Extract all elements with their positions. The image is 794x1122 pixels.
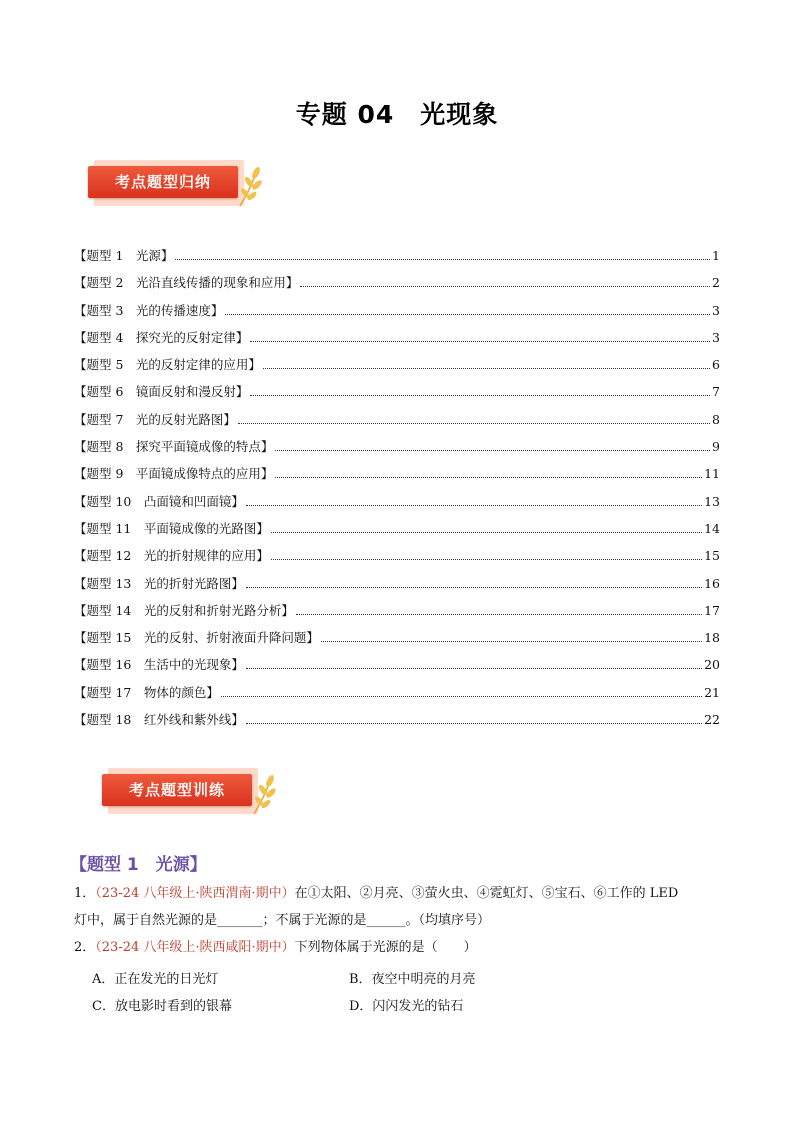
option-d[interactable]: D．闪闪发光的钻石 [349,999,464,1014]
question-source: （23-24 八年级上·陕西咸阳·期中） [95,940,295,955]
toc-item[interactable]: 【题型 6 镜面反射和漫反射】 7 [74,384,720,400]
title-main: 专题 04 [295,100,395,129]
toc-item[interactable]: 【题型 1 光源】 1 [74,248,720,263]
wheat-leaf-icon [250,770,280,816]
question-2 [74,934,724,961]
toc-item[interactable]: 【题型 14 光的反射和折射光路分析】 17 [74,602,720,618]
question-1-line-2: 灯中，属于自然光源的是_______；不属于光源的是______。（均填序号） [74,913,491,928]
toc-item[interactable]: 【题型 16 生活中的光现象】 20 [74,657,720,673]
question-number: 1． [74,886,96,901]
toc-item[interactable]: 【题型 13 光的折射光路图】 16 [74,575,720,591]
question-source: （23-24 八年级上·陕西渭南·期中） [95,886,295,901]
question-text: 在①太阳、②月亮、③萤火虫、④霓虹灯、⑤宝石、⑥工作的 LED [294,886,679,901]
toc-item[interactable]: 【题型 15 光的反射、折射液面升降问题】 18 [74,630,720,646]
table-of-contents [74,246,720,737]
question-text: 下列物体属于光源的是（ ） [294,940,477,955]
toc-item[interactable]: 【题型 7 光的反射光路图】 8 [74,411,720,427]
option-a[interactable]: A．正在发光的日光灯 [92,972,219,987]
question-1-line-1 [74,880,724,907]
question-1 [74,880,724,934]
document-title [0,95,794,131]
toc-item[interactable]: 【题型 2 光沿直线传播的现象和应用】 2 [74,275,720,291]
title-sub: 光现象 [420,100,499,129]
question-number: 2． [74,940,96,955]
toc-item[interactable]: 【题型 18 红外线和紫外线】 22 [74,712,720,728]
toc-banner-label: 考点题型归纳 [114,173,211,191]
section-heading: 【题型 1 光源】 [70,855,207,875]
toc-item[interactable]: 【题型 10 凸面镜和凹面镜】 13 [74,493,720,509]
toc-item[interactable]: 【题型 9 平面镜成像特点的应用】 11 [74,466,720,482]
toc-item[interactable]: 【题型 5 光的反射定律的应用】 6 [74,357,720,373]
training-banner [102,768,292,818]
training-banner-label: 考点题型训练 [128,781,225,799]
toc-item[interactable]: 【题型 11 平面镜成像的光路图】 14 [74,520,720,536]
wheat-leaf-icon [236,162,266,208]
toc-item[interactable]: 【题型 4 探究光的反射定律】 3 [74,329,720,345]
toc-item[interactable]: 【题型 17 物体的颜色】 21 [74,684,720,700]
option-c[interactable]: C．放电影时看到的银幕 [92,999,232,1014]
toc-item[interactable]: 【题型 12 光的折射规律的应用】 15 [74,548,720,564]
toc-banner [88,160,278,210]
toc-item[interactable]: 【题型 3 光的传播速度】 3 [74,302,720,318]
option-b[interactable]: B．夜空中明亮的月亮 [349,972,476,987]
toc-item[interactable]: 【题型 8 探究平面镜成像的特点】 9 [74,439,720,455]
